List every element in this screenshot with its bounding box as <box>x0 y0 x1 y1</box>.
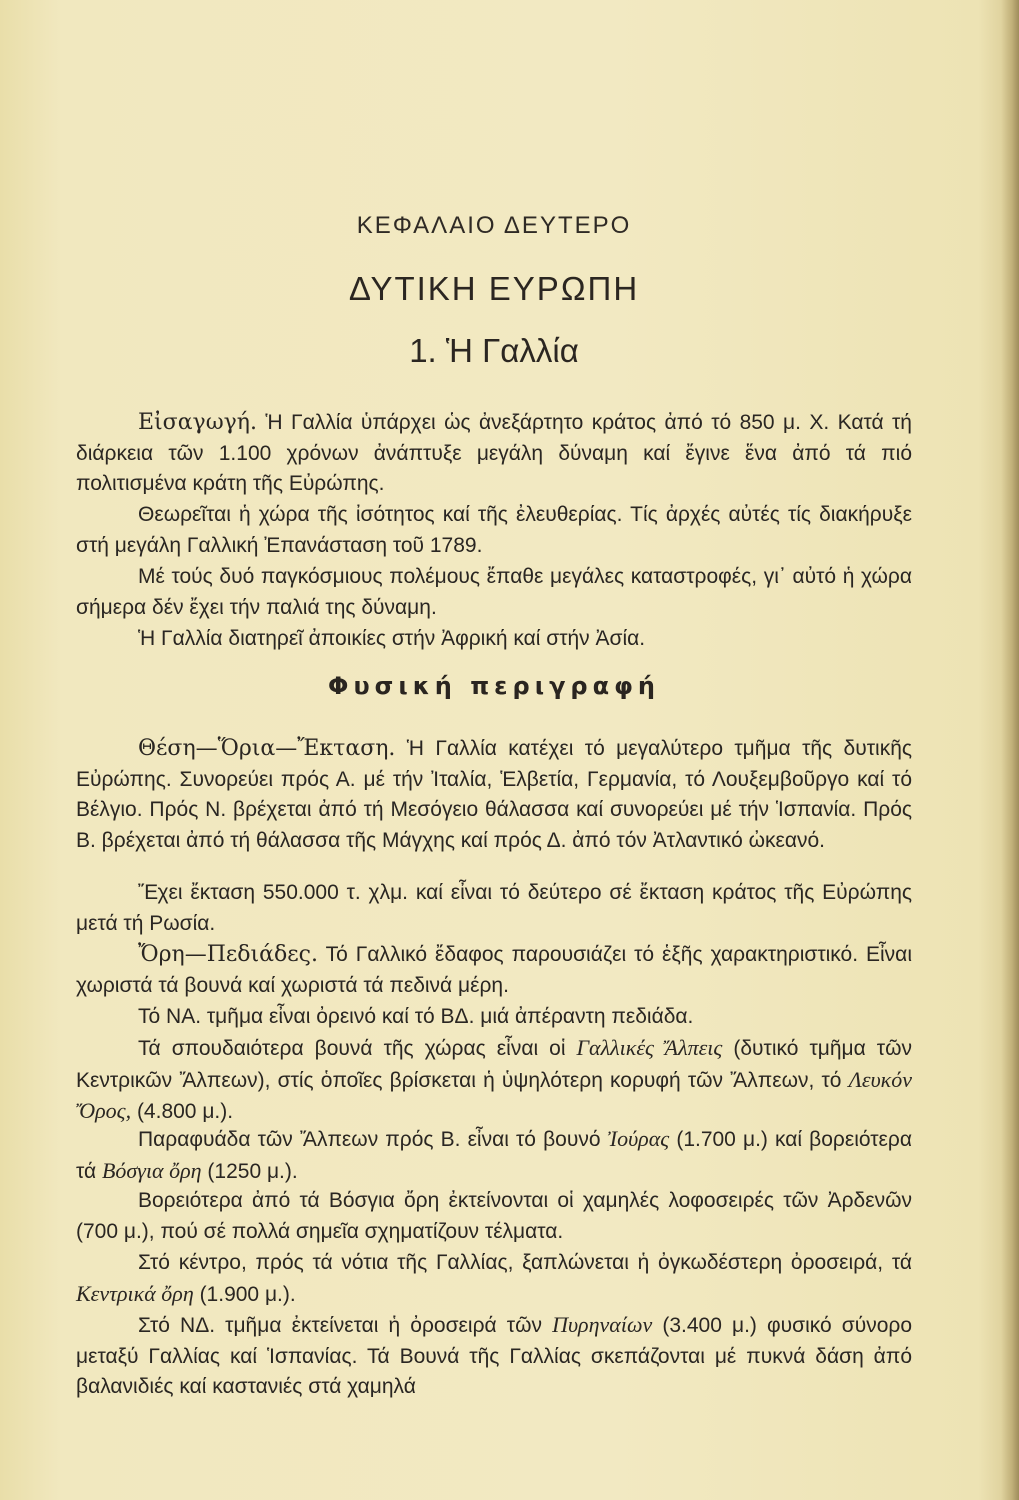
wars-paragraph: Μέ τούς δυό παγκόσμιους πολέμους ἔπαθε μεγάλες καταστροφές, γι᾽ αὐτό ἡ χώρα σήμερα δέν ἔχει τήν παλιά της δύναμη. <box>76 565 912 619</box>
terrain-paragraph: Τό ΝΑ. τμῆμα εἶναι ὀρεινό καί τό ΒΔ. μιά ἀπέραντη πεδιάδα. <box>138 1005 694 1028</box>
region-title: ΔΥΤΙΚΗ ΕΥΡΩΠΗ <box>348 270 640 307</box>
mont-blanc: Λευκόν Ὄρος, <box>76 1066 912 1123</box>
intro-text: Ἡ Γαλλία ὑπάρχει ὡς ἀνεξάρτητο κράτος ἀπό τό 850 μ. Χ. Κατά τή διάρκεια τῶν 1.100 χρόνων ἀνάπτυξε μεγάλη δύναμη καί ἔγινε ἕνα ἀπό τά πιό πολιτισμένα κράτη τῆς Εὐρώπης. <box>76 411 912 495</box>
physical-description-heading: Φυσική περιγραφή <box>328 672 660 700</box>
intro-paragraph <box>76 408 912 500</box>
pyrenees-text-1: Στό ΝΔ. τμῆμα ἐκτείνεται ἡ ὀροσειρά τῶν <box>138 1314 553 1337</box>
equality-paragraph: Θεωρεῖται ἡ χώρα τῆς ἰσότητος καί τῆς ἐλευθερίας. Τίς ἀρχές αὐτές τίς διακήρυξε στή μεγάλη Γαλλική Ἐπανάσταση τοῦ 1789. <box>76 503 912 557</box>
position-lead: Θέση—Ὅρια—Ἔκταση. <box>138 736 396 761</box>
central-text-1: Στό κέντρο, πρός τά νότια τῆς Γαλλίας, ξαπλώνεται ἡ ὀγκωδέστερη ὀροσειρά, τά <box>138 1251 912 1274</box>
pyrenees-name: Πυρηναίων <box>552 1312 653 1337</box>
jura-paragraph <box>76 1124 912 1187</box>
area-paragraph: Ἔχει ἔκταση 550.000 τ. χλμ. καί εἶναι τό δεύτερο σέ ἔκταση κράτος τῆς Εὐρώπης μετά τή Ρωσία. <box>76 881 912 935</box>
central-mountains-paragraph <box>76 1248 912 1310</box>
jura-text-1: Παραφυάδα τῶν Ἄλπεων πρός Β. εἶναι τό βουνό <box>138 1128 608 1151</box>
mountains-lead: Ὄρη—Πεδιάδες. <box>138 942 318 967</box>
jura-name: Ἰούρας <box>607 1126 670 1151</box>
alps-text-2: (δυτικό τμῆμα τῶν Κεντρικῶν Ἄλπεων), στίς ὁποῖες βρίσκεται ἡ ὑψηλότερη κορυφή τῶν Ἄλπεων, τό <box>76 1037 912 1092</box>
french-alps: Γαλλικές Ἄλπεις <box>576 1035 723 1060</box>
alps-text-1: Τά σπουδαιότερα βουνά τῆς χώρας εἶναι οἱ <box>138 1037 577 1060</box>
chapter-heading: ΚΕΦΑΛΑΙΟ ΔΕΥΤΕΡΟ <box>356 212 632 239</box>
page-edge-shadow <box>1001 0 1019 1500</box>
jura-text-2: (1.700 μ.) καί βορειότερα τά <box>76 1128 913 1183</box>
section-title: 1. Ἡ Γαλλία <box>409 332 579 369</box>
central-text-2: (1.900 μ.). <box>193 1282 296 1306</box>
colonies-paragraph: Ἡ Γαλλία διατηρεῖ ἀποικίες στήν Ἀφρική καί στήν Ἀσία. <box>138 627 646 650</box>
alps-paragraph <box>76 1033 912 1128</box>
vosges-name: Βόσγια ὄρη <box>101 1157 202 1183</box>
jura-text-3: (1250 μ.). <box>201 1159 298 1183</box>
intro-lead: Εἰσαγωγή. <box>138 410 257 435</box>
central-massif: Κεντρικά ὄρη <box>76 1280 194 1306</box>
ardennes-paragraph: Βορειότερα ἀπό τά Βόσγια ὄρη ἐκτείνονται οἱ χαμηλές λοφοσειρές τῶν Ἀρδενῶν (700 μ.), πού σέ πολλά σημεῖα σχηματίζουν τέλματα. <box>76 1189 912 1243</box>
mountains-paragraph <box>76 940 912 1001</box>
position-text: Ἡ Γαλλία κατέχει τό μεγαλύτερο τμῆμα τῆς δυτικῆς Εὐρώπης. Συνορεύει πρός Α. μέ τήν Ἰταλία, Ἑλβετία, Γερμανία, τό Λουξεμβοῦργο καί τό Βέλγιο. Πρός Ν. βρέχεται ἀπό τή Μεσόγειο θάλασσα καί συνορεύει μέ τήν Ἱσπανία. Πρός Β. βρέχεται ἀπό τή θάλασσα τῆς Μάγχης καί πρός Δ. ἀπό τόν Ἀτλαντικό ὠκεανό. <box>76 737 912 852</box>
pyrenees-paragraph <box>76 1310 912 1403</box>
mountains-text: Τό Γαλλικό ἔδαφος παρουσιάζει τό ἑξῆς χαρακτηριστικό. Εἶναι χωριστά τά βουνά καί χωριστά τά πεδινά μέρη. <box>76 943 912 997</box>
alps-text-3: (4.800 μ.). <box>131 1100 234 1123</box>
pyrenees-text-2: (3.400 μ.) φυσικό σύνορο μεταξύ Γαλλίας καί Ἱσπανίας. Τά Βουνά τῆς Γαλλίας σκεπάζονται μέ πυκνά δάση ἀπό βαλανιδιές καί καστανιές στά χαμηλά <box>76 1314 912 1398</box>
position-paragraph <box>76 734 912 856</box>
